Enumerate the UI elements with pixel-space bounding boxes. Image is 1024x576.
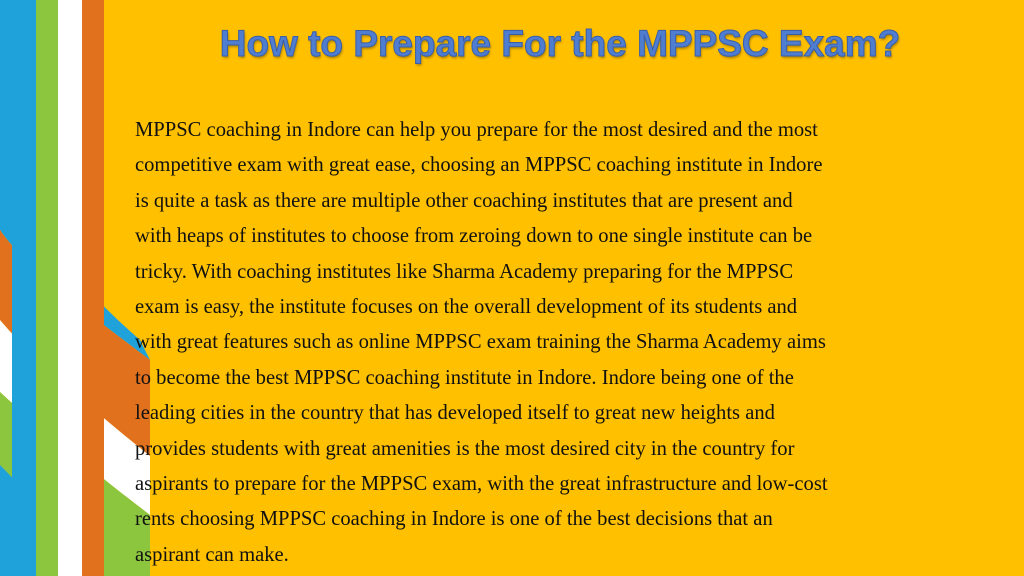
body-line: MPPSC coaching in Indore can help you prepare for the most desired and the most xyxy=(135,119,818,141)
body-line: provides students with great amenities is the most desired city in the country for xyxy=(135,437,795,460)
vertical-blue-stripe xyxy=(12,0,36,576)
body-line: to become the best MPPSC coaching institute in Indore. Indore being one of the xyxy=(135,366,794,389)
body-line: competitive exam with great ease, choosing an MPPSC coaching institute in Indore xyxy=(135,154,823,177)
body-line: is quite a task as there are multiple other coaching institutes that are present and xyxy=(135,189,793,212)
body-line: aspirants to prepare for the MPPSC exam, with the great infrastructure and low-cost xyxy=(135,473,828,496)
body-line: rents choosing MPPSC coaching in Indore is one of the best decisions that an xyxy=(135,508,773,531)
body-line: with heaps of institutes to choose from zeroing down to one single institute can be xyxy=(135,225,813,248)
vertical-green-stripe xyxy=(36,0,58,576)
vertical-orange-stripe xyxy=(82,0,104,576)
body-line: with great features such as online MPPSC exam training the Sharma Academy aims xyxy=(135,331,826,354)
page-title: How to Prepare For the MPPSC Exam? xyxy=(219,23,901,64)
body-line: aspirant can make. xyxy=(135,543,289,566)
body-line: leading cities in the country that has developed itself to great new heights and xyxy=(135,402,775,425)
body-line: exam is easy, the institute focuses on the overall development of its students and xyxy=(135,296,798,319)
vertical-white-stripe xyxy=(58,0,82,576)
body-paragraph xyxy=(135,113,1015,573)
body-line: tricky. With coaching institutes like Sharma Academy preparing for the MPPSC xyxy=(135,260,794,283)
